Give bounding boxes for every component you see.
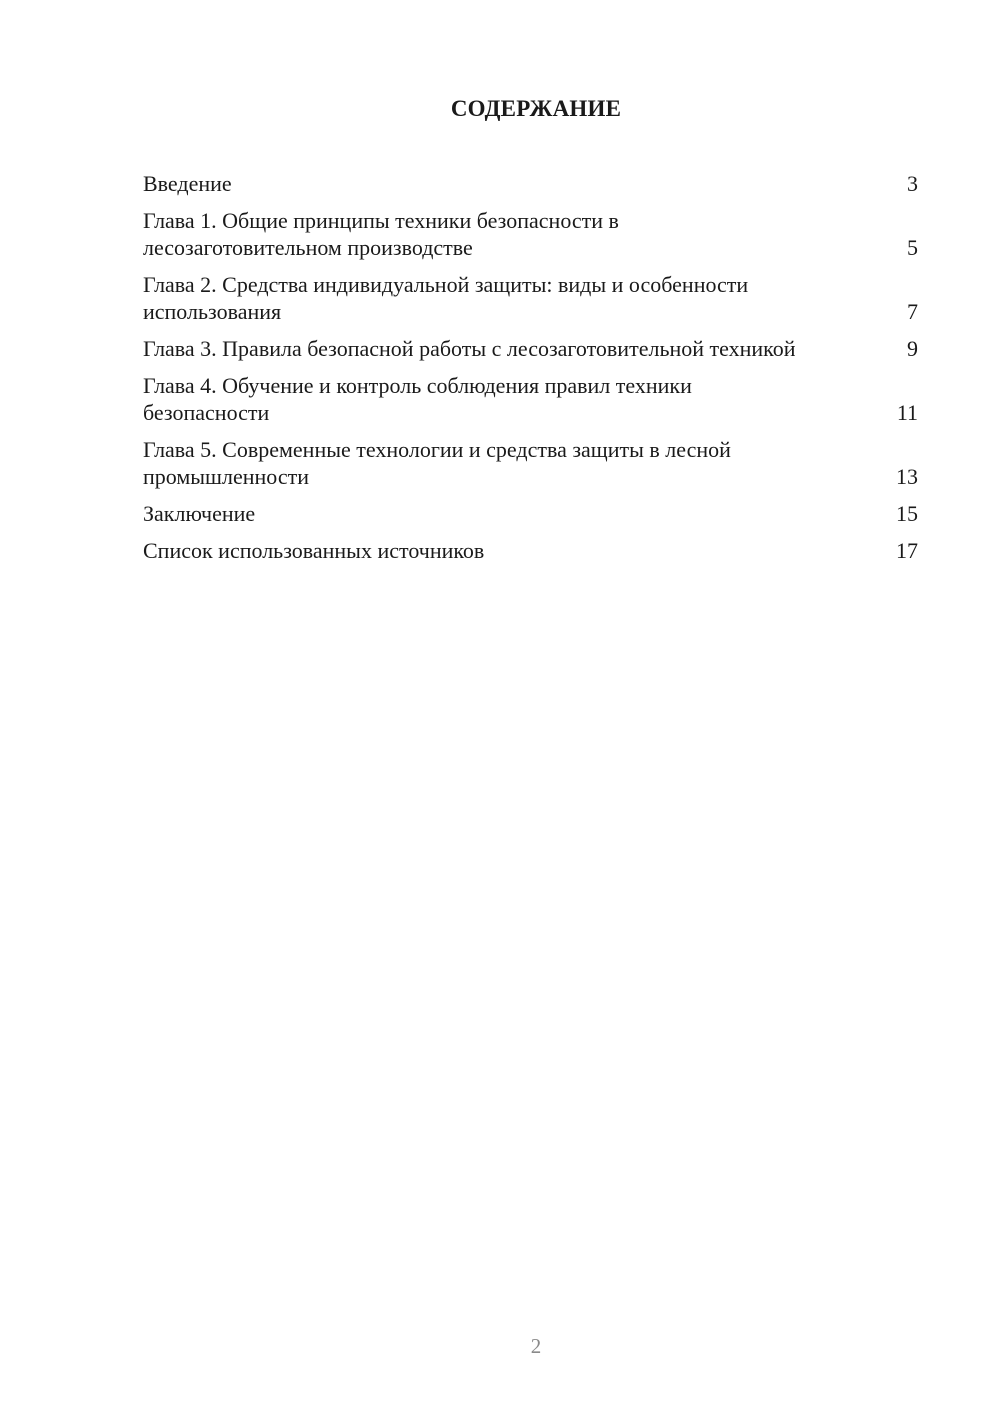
toc-item-chapter-5[interactable] — [143, 436, 918, 490]
toc-item-label: Глава 5. Современные технологии и средства защиты в лесной промышленности — [143, 437, 731, 489]
toc-item-label: Глава 3. Правила безопасной работы с лесозаготовительной техникой — [143, 336, 796, 361]
toc-item-label: Глава 1. Общие принципы техники безопасности в лесозаготовительном производстве — [143, 208, 619, 260]
toc-item-label: Глава 2. Средства индивидуальной защиты: виды и особенности использования — [143, 272, 749, 324]
toc-item-label: Список использованных источников — [143, 538, 485, 563]
page-title: СОДЕРЖАНИЕ — [450, 96, 622, 121]
toc-item-label: Глава 4. Обучение и контроль соблюдения правил техники безопасности — [143, 373, 692, 425]
toc-item-page: 11 — [896, 400, 918, 425]
toc-item-page: 3 — [907, 171, 918, 196]
toc-item-label: Заключение — [143, 501, 256, 526]
toc-item-page: 13 — [896, 464, 918, 489]
toc-item-page: 17 — [896, 538, 918, 563]
toc-item-introduction[interactable] — [143, 170, 918, 197]
toc-item-conclusion[interactable] — [143, 500, 918, 527]
toc-item-page: 7 — [907, 299, 918, 324]
toc-item-chapter-2[interactable] — [143, 271, 918, 325]
toc-item-chapter-3[interactable] — [143, 335, 918, 362]
toc-item-chapter-1[interactable] — [143, 207, 918, 261]
table-of-contents — [143, 170, 918, 574]
toc-item-references[interactable] — [143, 537, 918, 564]
toc-item-label: Введение — [143, 171, 232, 196]
toc-item-page: 15 — [896, 501, 918, 526]
toc-item-page: 5 — [907, 235, 918, 260]
toc-item-page: 9 — [907, 336, 918, 361]
toc-item-chapter-4[interactable] — [143, 372, 918, 426]
page-number: 2 — [530, 1334, 542, 1358]
